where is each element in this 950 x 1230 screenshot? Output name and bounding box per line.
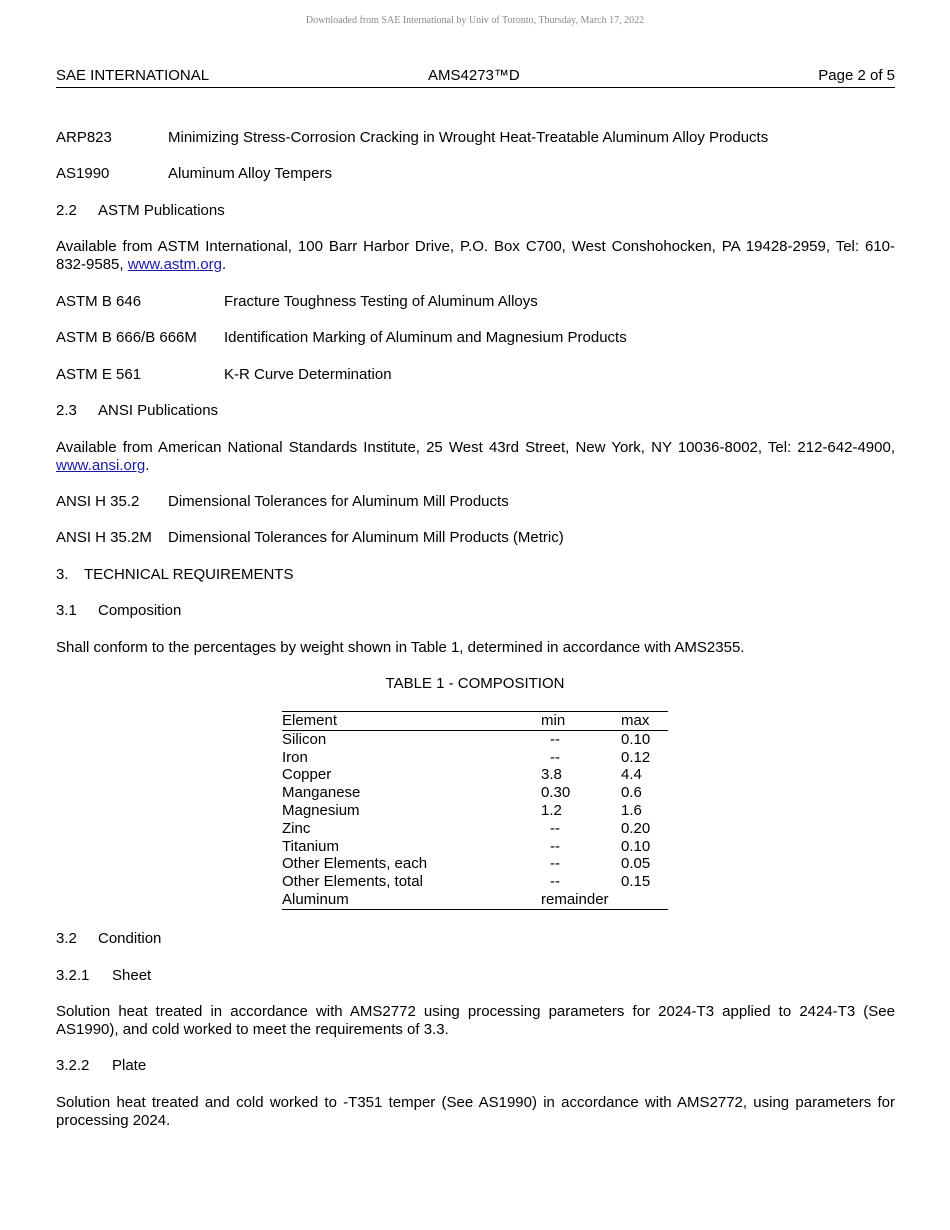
download-banner: Downloaded from SAE International by Univ of Toronto, Thursday, March 17, 2022 — [305, 15, 645, 26]
ref-title: Fracture Toughness Testing of Aluminum Alloys — [224, 293, 538, 310]
header-page-number: Page 2 of 5 — [818, 67, 895, 84]
availability-text: Available from American National Standards Institute, 25 West 43rd Street, New York, NY 10036-8002, Tel: 212-642-4900, — [56, 439, 895, 456]
max-cell: 0.12 — [621, 748, 651, 766]
element-cell: Zinc — [282, 819, 311, 837]
min-cell: 1.2 — [541, 801, 562, 819]
table-row — [282, 838, 668, 856]
max-cell: 1.6 — [621, 801, 642, 819]
min-cell: 0.30 — [541, 784, 571, 802]
max-cell: 0.20 — [621, 819, 651, 837]
section-heading: Plate — [112, 1057, 147, 1074]
min-cell: -- — [550, 873, 560, 891]
ref-code: AS1990 — [56, 165, 110, 182]
element-cell: Other Elements, total — [282, 873, 423, 891]
element-cell: Magnesium — [282, 801, 360, 819]
ref-code: ASTM B 646 — [56, 293, 142, 310]
table-row — [282, 766, 668, 784]
max-cell: 0.10 — [621, 730, 651, 748]
min-cell: -- — [550, 837, 560, 855]
element-cell: Aluminum — [282, 891, 541, 909]
astm-availability: Available from ASTM International, 100 Barr Harbor Drive, P.O. Box C700, West Conshohocken, PA 19428-2959, Tel: 610-832-9585, www.astm.org. — [56, 238, 895, 273]
max-cell: 0.6 — [621, 784, 642, 802]
composition-table — [282, 711, 668, 910]
ref-title: K-R Curve Determination — [224, 366, 392, 383]
availability-text: Available from ASTM International, 100 Barr Harbor Drive, P.O. Box C700, West Conshohocken, PA 19428-2959, Tel: 610-832-9585, — [56, 238, 895, 273]
column-header-element: Element — [282, 712, 541, 731]
table-header-row — [282, 712, 668, 731]
table-row — [282, 855, 668, 873]
table-title: TABLE 1 - COMPOSITION — [385, 675, 565, 692]
element-cell: Copper — [282, 766, 332, 784]
composition-text: Shall conform to the percentages by weight shown in Table 1, determined in accordance with AMS2355. — [56, 639, 745, 656]
ref-title: Dimensional Tolerances for Aluminum Mill Products (Metric) — [168, 529, 564, 546]
header-org: SAE INTERNATIONAL — [56, 67, 210, 84]
min-cell: remainder — [541, 891, 621, 909]
header-doc-number: AMS4273™D — [428, 67, 520, 84]
sheet-text: Solution heat treated in accordance with AMS2772 using processing parameters for 2024-T3 applied to 2424-T3 (See AS1990), and cold worked to meet the requirements of 3.3. — [56, 1003, 895, 1038]
ref-title: Dimensional Tolerances for Aluminum Mill Products — [168, 493, 509, 510]
section-number: 3.1 — [56, 602, 77, 619]
column-header-min: min — [541, 712, 621, 731]
min-cell: -- — [550, 819, 560, 837]
min-cell: 3.8 — [541, 766, 562, 784]
section-heading: Condition — [98, 930, 162, 947]
element-cell: Other Elements, each — [282, 855, 428, 873]
ref-title: Minimizing Stress-Corrosion Cracking in Wrought Heat-Treatable Aluminum Alloy Products — [168, 129, 769, 146]
max-cell: 0.15 — [621, 873, 651, 891]
section-heading: TECHNICAL REQUIREMENTS — [84, 566, 294, 583]
max-cell: 4.4 — [621, 766, 642, 784]
ref-code: ARP823 — [56, 129, 112, 146]
table-row — [282, 730, 668, 748]
table-row — [282, 873, 668, 891]
ref-code: ANSI H 35.2 — [56, 493, 140, 510]
table-row — [282, 784, 668, 802]
min-cell: -- — [550, 855, 560, 873]
min-cell: -- — [550, 748, 560, 766]
section-heading: Sheet — [112, 967, 152, 984]
section-number: 3. — [56, 566, 69, 583]
astm-link[interactable]: www.astm.org — [127, 256, 222, 273]
section-number: 3.2.1 — [56, 967, 90, 984]
section-number: 2.2 — [56, 202, 77, 219]
section-heading: ANSI Publications — [98, 402, 219, 419]
column-header-max: max — [621, 712, 668, 731]
min-cell: -- — [550, 730, 560, 748]
table-row — [282, 802, 668, 820]
ref-code: ANSI H 35.2M — [56, 529, 152, 546]
ref-code: ASTM B 666/B 666M — [56, 329, 197, 346]
plate-text: Solution heat treated and cold worked to -T351 temper (See AS1990) in accordance with AMS2772, using parameters for processing 2024. — [56, 1094, 895, 1129]
header-rule — [56, 87, 895, 88]
element-cell: Manganese — [282, 784, 361, 802]
ref-title: Aluminum Alloy Tempers — [168, 165, 332, 182]
element-cell: Iron — [282, 748, 308, 766]
max-cell: 0.05 — [621, 855, 651, 873]
ansi-link[interactable]: www.ansi.org — [56, 457, 146, 474]
ref-code: ASTM E 561 — [56, 366, 142, 383]
max-cell: 0.10 — [621, 837, 651, 855]
section-heading: Composition — [98, 602, 182, 619]
element-cell: Titanium — [282, 837, 339, 855]
table-row — [282, 891, 668, 909]
table-row — [282, 820, 668, 838]
ref-title: Identification Marking of Aluminum and Magnesium Products — [224, 329, 627, 346]
section-heading: ASTM Publications — [98, 202, 225, 219]
section-number: 3.2 — [56, 930, 77, 947]
element-cell: Silicon — [282, 730, 327, 748]
section-number: 2.3 — [56, 402, 77, 419]
ansi-availability: Available from American National Standards Institute, 25 West 43rd Street, New York, NY 10036-8002, Tel: 212-642-4900, www.ansi.org. — [56, 439, 895, 474]
max-cell — [621, 891, 668, 909]
section-number: 3.2.2 — [56, 1057, 90, 1074]
table-row — [282, 749, 668, 767]
